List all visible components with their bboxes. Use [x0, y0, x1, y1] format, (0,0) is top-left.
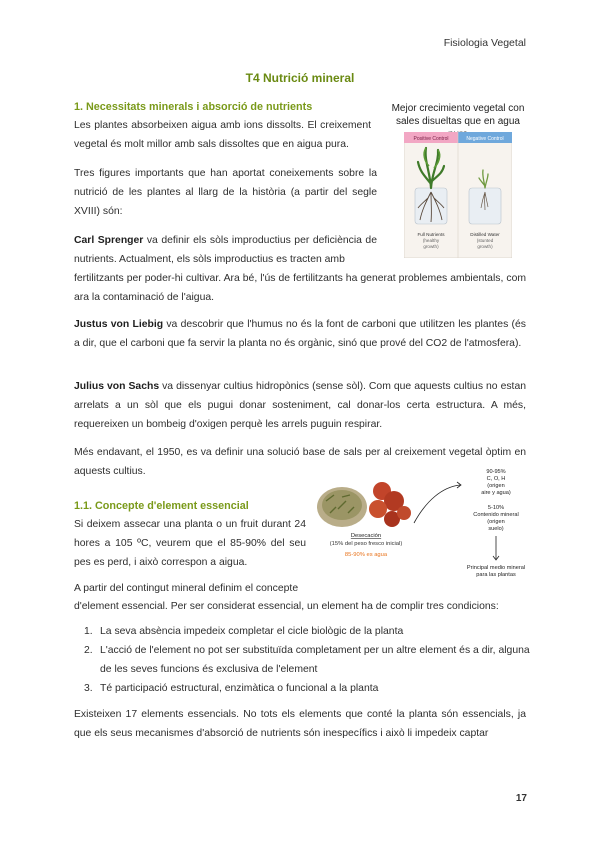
section-1-1-heading: 1.1. Concepte d'element essencial: [74, 500, 249, 512]
hydroponics-comparison-figure: [404, 132, 512, 258]
condition-number: 3.: [84, 683, 93, 694]
organic-elements: C, O, H: [486, 476, 506, 482]
mineral-percent: 5-10%: [487, 505, 505, 511]
drying-percent-label: (15% del peso fresco inicial): [329, 541, 403, 547]
dried-fruit-3: [369, 500, 387, 518]
drying-paragraph: Si deixem assecar una planta o un fruit durant 24 hores a 105 ºC, veurem que el 85-90% del seu pes es perd, i això correspon a aigua.: [74, 519, 306, 569]
right-label-3: growth): [477, 244, 493, 249]
sprenger-name: Carl Sprenger: [74, 235, 144, 246]
organic-origin-1: (origen: [487, 483, 505, 489]
dry-weight-composition-figure: [314, 465, 542, 595]
sprenger-paragraph-b: fertilitzants per poder-hi cultivar. Ara bé, l'ús de fertilitzants ha generat problemes ambientals, com ara la contaminació de l'aigua.: [74, 273, 526, 304]
liebig-name: Justus von Liebig: [74, 319, 164, 330]
figure-1-caption: Mejor crecimiento vegetal con sales disueltas que en agua: [391, 103, 525, 127]
left-label-3: growth): [423, 244, 439, 249]
essential-elements-paragraph: Existeixen 17 elements essencials. No tots els elements que conté la planta són essencials, ja que els seus mecanismes d'absorció de nutrients són inespecífics i això li impedeix captar: [74, 709, 526, 740]
condition-number: 1.: [84, 626, 93, 637]
right-label-2: (stunted: [476, 238, 494, 243]
condition-text: La seva absència impedeix completar el cicle biològic de la planta: [100, 626, 404, 637]
page-number: 17: [515, 793, 527, 804]
condition-text: L'acció de l'element no pot ser substituïda completament per un altre element és a dir, alguna de les seves funcions és exclusiva de l'element: [100, 645, 530, 675]
liebig-paragraph: [74, 315, 526, 353]
liebig-text: va descobrir que l'humus no és la font de carboni que utilitzen les plantes (és a dir, que el carboni que fa servir la planta no és orgànic, sinó que prové del CO2 de l'atmosfera).: [74, 319, 526, 350]
organic-origin-2: aire y agua): [481, 490, 511, 496]
mineral-content-paragraph-b: d'element essencial. Per ser considerat essencial, un element ha de complir tres condicions:: [74, 601, 499, 612]
section-1-heading: 1. Necessitats minerals i absorció de nutrients: [74, 101, 313, 113]
arrow-to-organic: [414, 485, 460, 523]
main-mineral-source-1: Principal medio mineral: [466, 565, 526, 571]
condition-text: Té participació estructural, enzimàtica o funcional a la planta: [100, 683, 379, 694]
mineral-origin-2: suelo): [488, 526, 504, 532]
sprenger-text-a: va definir els sòls improductius per deficiència de nutrients. Actualment, els sòls improductius es tracten amb: [74, 235, 377, 266]
condition-item: [84, 679, 532, 698]
negative-control-header: Negative Control: [466, 136, 504, 142]
condition-number: 2.: [84, 645, 93, 656]
section-1-intro: Les plantes absorbeixen aigua amb ions dissolts. El creixement vegetal és molt millor amb sals dissoltes que en aigua pura.: [74, 120, 371, 151]
sachs-paragraph: [74, 377, 526, 435]
positive-control-header: Positive Control: [413, 136, 449, 142]
mineral-content-paragraph-a: A partir del contingut mineral definim el concepte: [74, 583, 299, 594]
drying-label: Desecación: [350, 533, 382, 539]
condition-item: [84, 641, 532, 679]
running-header: Fisiologia Vegetal: [443, 37, 526, 49]
water-percent-label: 85-90% es agua: [344, 552, 388, 558]
sachs-text: va dissenyar cultius hidropònics (sense sòl). Com que aquests cultius no estan arrelats a un sòl que els pugui donar sosteniment, cal donar-los certa estructura. A més, requereixen un bombeig d'oxigen perquè les arrels puguin respirar.: [74, 381, 526, 431]
main-mineral-source-2: para las plantas: [476, 572, 516, 578]
dried-fruit-5: [397, 506, 411, 520]
essential-conditions-list: [84, 622, 532, 698]
page-title: T4 Nutrició mineral: [245, 71, 355, 85]
right-label-1: Distilled Water: [470, 232, 500, 237]
left-label-2: (healthy: [422, 238, 440, 243]
condition-item: [84, 622, 532, 641]
left-label-1: Full Nutrients: [417, 232, 445, 237]
mineral-content: Contenido mineral: [473, 512, 519, 518]
historical-figures-intro: Tres figures importants que han aportat coneixements sobre la nutrició de les plantes al llarg de la història (a partir del segle XVIII) són:: [74, 168, 377, 218]
later-paragraph: Més endavant, el 1950, es va definir una solució base de sals per al creixement vegetal òptim en aquests cultius.: [74, 447, 526, 478]
sprenger-paragraph-a: [74, 231, 377, 269]
organic-percent: 90-95%: [486, 469, 506, 475]
sachs-name: Julius von Sachs: [74, 381, 160, 392]
mineral-origin-1: (origen: [487, 519, 505, 525]
